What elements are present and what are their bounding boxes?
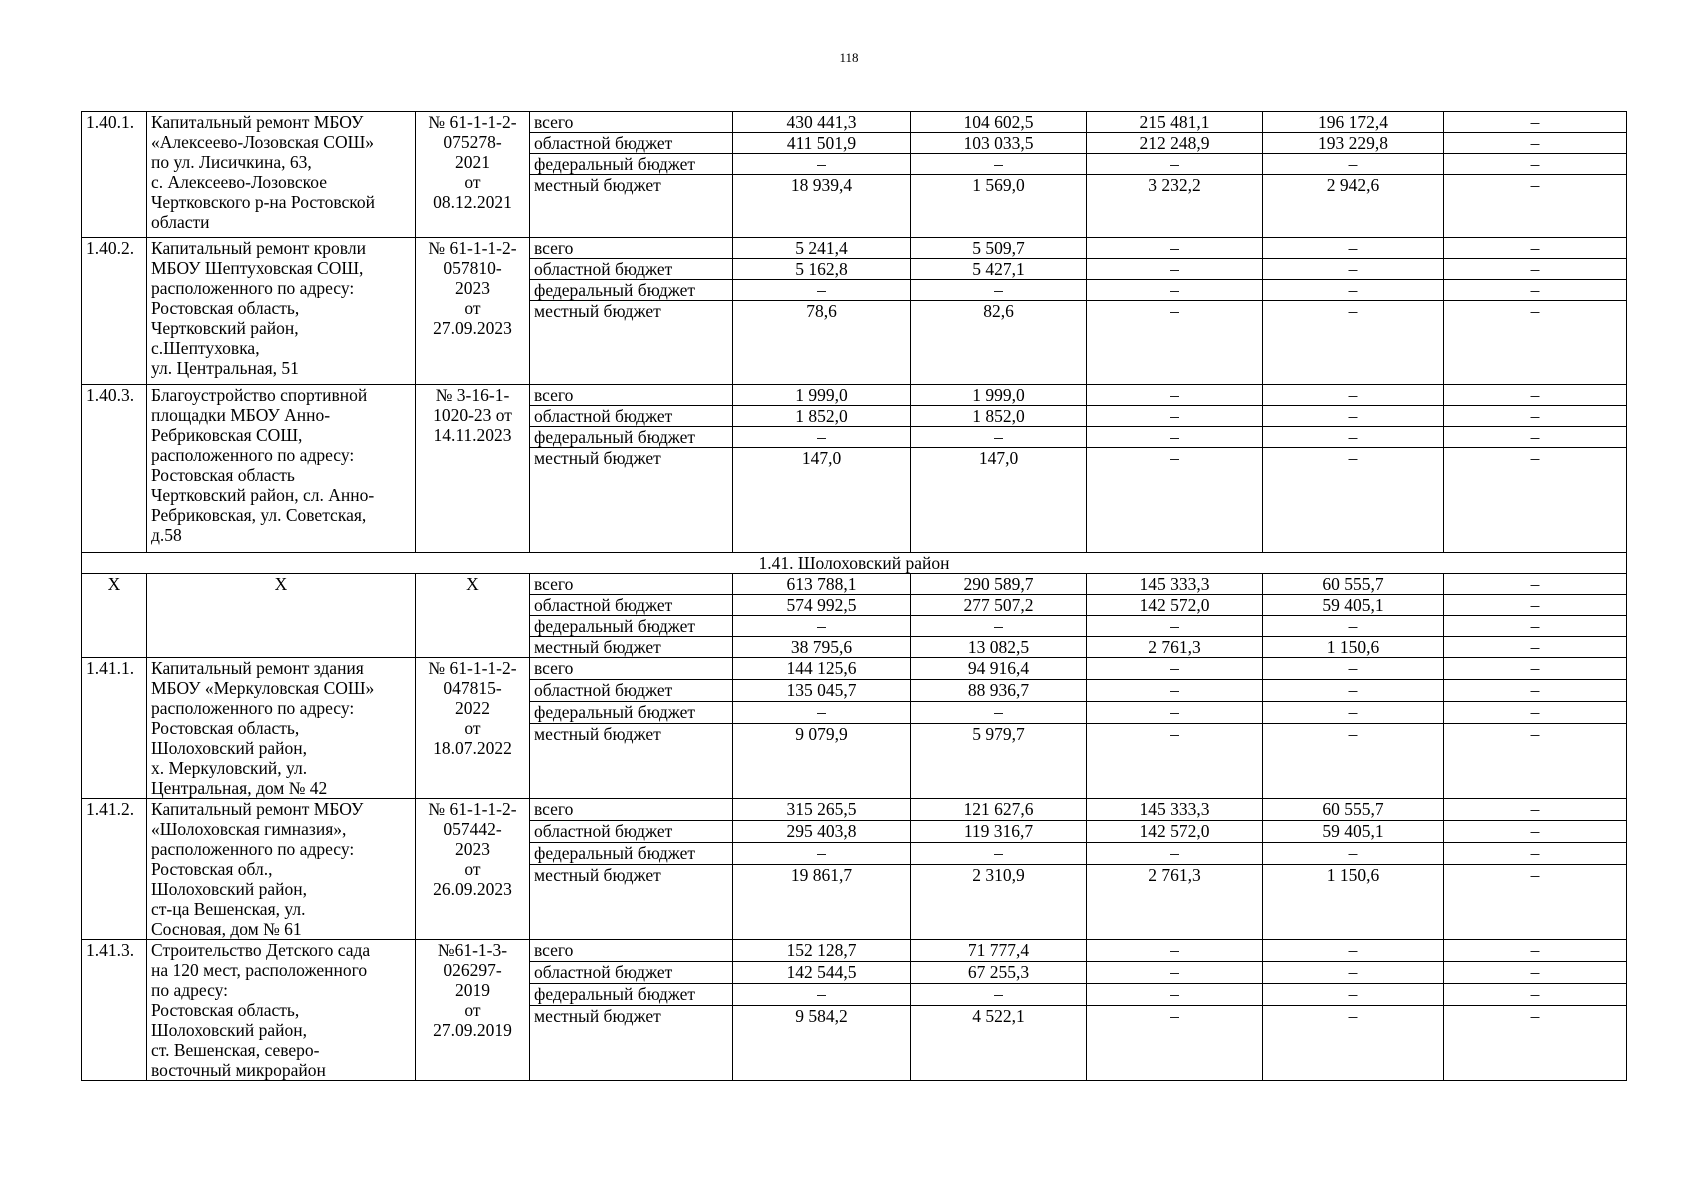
table-row [82, 799, 1627, 821]
project-name-line: Чертковский район, сл. Анно- [151, 485, 375, 505]
amount-cell: 67 255,3 [911, 961, 1087, 983]
amount-cell: 2 942,6 [1263, 175, 1444, 238]
amount-cell: 5 979,7 [911, 723, 1087, 798]
expertise-doc-line: № 61-1-1-2- [428, 658, 517, 678]
amount-cell: 60 555,7 [1263, 574, 1444, 595]
project-name-line: расположенного по адресу: [151, 445, 355, 465]
amount-cell: 144 125,6 [733, 658, 911, 680]
amount-cell: – [1263, 961, 1444, 983]
amount-cell: – [1263, 301, 1444, 385]
item-number: 1.41.1. [82, 658, 147, 799]
amount-cell: 1 150,6 [1263, 637, 1444, 658]
project-name-line: Шолоховский район, [151, 879, 307, 899]
funding-source: федеральный бюджет [530, 842, 733, 864]
amount-cell: 1 999,0 [733, 385, 911, 406]
funding-source: областной бюджет [530, 820, 733, 842]
amount-cell: 147,0 [733, 448, 911, 553]
project-name-line: Ростовская область, [151, 718, 300, 738]
amount-cell: – [733, 842, 911, 864]
amount-cell: 1 852,0 [733, 406, 911, 427]
amount-cell: – [1444, 679, 1627, 701]
funding-source: всего [530, 658, 733, 680]
project-name-line: расположенного по адресу: [151, 278, 355, 298]
amount-cell: – [1087, 723, 1263, 798]
expertise-doc-line: №61-1-3- [437, 940, 508, 960]
amount-cell: – [1263, 385, 1444, 406]
amount-cell: – [1263, 280, 1444, 301]
funding-source: местный бюджет [530, 175, 733, 238]
amount-cell: 613 788,1 [733, 574, 911, 595]
project-name-line: Капитальный ремонт здания [151, 658, 364, 678]
amount-cell: 5 427,1 [911, 259, 1087, 280]
amount-cell: – [1263, 406, 1444, 427]
funding-source: местный бюджет [530, 864, 733, 939]
table-body [82, 112, 1627, 1081]
project-name-line: области [151, 212, 210, 232]
budget-table [81, 111, 1627, 1081]
table-row [82, 940, 1627, 962]
amount-cell: 574 992,5 [733, 595, 911, 616]
project-name-line: ст-ца Вешенская, ул. [151, 899, 306, 919]
amount-cell: 145 333,3 [1087, 799, 1263, 821]
amount-cell: – [911, 154, 1087, 175]
table-row [82, 574, 1627, 595]
project-name-line: по адресу: [151, 980, 229, 1000]
section-title: 1.41. Шолоховский район [82, 553, 1627, 574]
amount-cell: – [1087, 842, 1263, 864]
amount-cell: – [733, 154, 911, 175]
funding-source: местный бюджет [530, 301, 733, 385]
amount-cell: – [1263, 658, 1444, 680]
amount-cell: 88 936,7 [911, 679, 1087, 701]
amount-cell: 4 522,1 [911, 1005, 1087, 1080]
amount-cell: – [1263, 448, 1444, 553]
amount-cell: – [1444, 616, 1627, 637]
amount-cell: 121 627,6 [911, 799, 1087, 821]
table-row [82, 238, 1627, 259]
section-header-row [82, 553, 1627, 574]
expertise-doc-line: № 61-1-1-2- [428, 112, 517, 132]
item-number: 1.40.1. [82, 112, 147, 238]
amount-cell: 142 572,0 [1087, 820, 1263, 842]
amount-cell: – [1263, 940, 1444, 962]
amount-cell: 2 761,3 [1087, 864, 1263, 939]
amount-cell: 94 916,4 [911, 658, 1087, 680]
amount-cell: – [1444, 595, 1627, 616]
amount-cell: – [1087, 154, 1263, 175]
amount-cell: – [1263, 679, 1444, 701]
amount-cell: 9 079,9 [733, 723, 911, 798]
funding-source: всего [530, 238, 733, 259]
amount-cell: – [1087, 448, 1263, 553]
amount-cell: – [1444, 637, 1627, 658]
funding-source: всего [530, 574, 733, 595]
project-name-line: Ростовская область, [151, 1000, 300, 1020]
amount-cell: 3 232,2 [1087, 175, 1263, 238]
expertise-doc-line: 057442- [443, 819, 502, 839]
amount-cell: – [911, 616, 1087, 637]
expertise-doc-line: № 61-1-1-2- [428, 799, 517, 819]
expertise-doc-line: 27.09.2023 [433, 318, 512, 338]
amount-cell: – [1444, 820, 1627, 842]
amount-cell: – [911, 842, 1087, 864]
amount-cell: – [911, 427, 1087, 448]
project-name-line: ул. Центральная, 51 [151, 358, 299, 378]
project-name [147, 799, 416, 940]
amount-cell: 9 584,2 [733, 1005, 911, 1080]
amount-cell: – [911, 983, 1087, 1005]
amount-cell: – [911, 280, 1087, 301]
section-total-project: Х [147, 574, 416, 658]
funding-source: всего [530, 940, 733, 962]
project-name-line: Строительство Детского сада [151, 940, 371, 960]
amount-cell: 1 569,0 [911, 175, 1087, 238]
amount-cell: 59 405,1 [1263, 820, 1444, 842]
amount-cell: – [1444, 448, 1627, 553]
amount-cell: – [1263, 842, 1444, 864]
amount-cell: – [1444, 259, 1627, 280]
funding-source: всего [530, 385, 733, 406]
expertise-doc-line: 26.09.2023 [433, 879, 512, 899]
amount-cell: 152 128,7 [733, 940, 911, 962]
expertise-doc-line: от [464, 1000, 481, 1020]
amount-cell: 1 150,6 [1263, 864, 1444, 939]
project-name [147, 658, 416, 799]
amount-cell: – [1444, 723, 1627, 798]
funding-source: федеральный бюджет [530, 983, 733, 1005]
expertise-doc-line: 2019 [455, 980, 490, 1000]
project-name-line: Благоустройство спортивной [151, 385, 368, 405]
project-name-line: расположенного по адресу: [151, 698, 355, 718]
project-name-line: Чертковского р-на Ростовской [151, 192, 375, 212]
table-row [82, 385, 1627, 406]
amount-cell: 142 572,0 [1087, 595, 1263, 616]
amount-cell: 1 852,0 [911, 406, 1087, 427]
expertise-doc-line: 18.07.2022 [433, 738, 512, 758]
amount-cell: 5 162,8 [733, 259, 911, 280]
funding-source: федеральный бюджет [530, 701, 733, 723]
funding-source: областной бюджет [530, 595, 733, 616]
project-name-line: площадки МБОУ Анно- [151, 405, 331, 425]
amount-cell: 104 602,5 [911, 112, 1087, 133]
amount-cell: – [733, 427, 911, 448]
expertise-doc-line: 075278- [443, 132, 502, 152]
amount-cell: – [1263, 238, 1444, 259]
amount-cell: 290 589,7 [911, 574, 1087, 595]
section-total-doc: Х [416, 574, 530, 658]
amount-cell: – [1444, 133, 1627, 154]
amount-cell: 13 082,5 [911, 637, 1087, 658]
table-row [82, 112, 1627, 133]
funding-source: федеральный бюджет [530, 154, 733, 175]
amount-cell: 60 555,7 [1263, 799, 1444, 821]
project-name-line: на 120 мест, расположенного [151, 960, 368, 980]
amount-cell: 193 229,8 [1263, 133, 1444, 154]
project-name-line: с.Шептуховка, [151, 338, 260, 358]
amount-cell: – [1263, 154, 1444, 175]
amount-cell: – [1263, 1005, 1444, 1080]
item-number: 1.41.3. [82, 940, 147, 1081]
expertise-doc-line: 057810- [443, 258, 502, 278]
project-name [147, 238, 416, 385]
amount-cell: 212 248,9 [1087, 133, 1263, 154]
funding-source: местный бюджет [530, 1005, 733, 1080]
amount-cell: 19 861,7 [733, 864, 911, 939]
project-name [147, 112, 416, 238]
amount-cell: – [1087, 259, 1263, 280]
funding-source: областной бюджет [530, 259, 733, 280]
amount-cell: – [1087, 385, 1263, 406]
amount-cell: – [1087, 427, 1263, 448]
amount-cell: 430 441,3 [733, 112, 911, 133]
amount-cell: – [1263, 427, 1444, 448]
amount-cell: 5 509,7 [911, 238, 1087, 259]
amount-cell: – [1263, 983, 1444, 1005]
amount-cell: – [1444, 799, 1627, 821]
expertise-doc-line: № 3-16-1- [435, 385, 510, 405]
amount-cell: – [1444, 864, 1627, 939]
expertise-doc-line: № 61-1-1-2- [428, 238, 517, 258]
amount-cell: 59 405,1 [1263, 595, 1444, 616]
project-name-line: «Алексеево-Лозовская СОШ» [151, 132, 375, 152]
expertise-doc-line: 14.11.2023 [433, 425, 512, 445]
project-name-line: Центральная, дом № 42 [151, 778, 328, 798]
expertise-doc [416, 940, 530, 1081]
expertise-doc [416, 238, 530, 385]
project-name-line: х. Меркуловский, ул. [151, 758, 308, 778]
amount-cell: 145 333,3 [1087, 574, 1263, 595]
project-name-line: Ростовская область [151, 465, 295, 485]
amount-cell: – [1087, 1005, 1263, 1080]
amount-cell: 135 045,7 [733, 679, 911, 701]
expertise-doc-line: 08.12.2021 [433, 192, 512, 212]
expertise-doc-line: 2021 [455, 152, 490, 172]
amount-cell: – [1444, 1005, 1627, 1080]
project-name-line: Шолоховский район, [151, 738, 307, 758]
funding-source: федеральный бюджет [530, 427, 733, 448]
amount-cell: 103 033,5 [911, 133, 1087, 154]
amount-cell: – [1087, 679, 1263, 701]
project-name-line: «Шолоховская гимназия», [151, 819, 347, 839]
amount-cell: – [1444, 961, 1627, 983]
amount-cell: 1 999,0 [911, 385, 1087, 406]
amount-cell: – [1444, 574, 1627, 595]
project-name-line: Ребриковская, ул. Советская, [151, 505, 367, 525]
amount-cell: – [1444, 701, 1627, 723]
amount-cell: – [1087, 280, 1263, 301]
amount-cell: – [1444, 280, 1627, 301]
amount-cell: – [1087, 616, 1263, 637]
amount-cell: – [733, 983, 911, 1005]
expertise-doc-line: 1020-23 от [433, 405, 512, 425]
funding-source: местный бюджет [530, 723, 733, 798]
amount-cell: – [1444, 427, 1627, 448]
expertise-doc-line: от [464, 172, 481, 192]
amount-cell: 295 403,8 [733, 820, 911, 842]
expertise-doc [416, 112, 530, 238]
amount-cell: – [1444, 406, 1627, 427]
amount-cell: – [1444, 112, 1627, 133]
amount-cell: – [1444, 154, 1627, 175]
amount-cell: – [1444, 658, 1627, 680]
amount-cell: 119 316,7 [911, 820, 1087, 842]
project-name-line: расположенного по адресу: [151, 839, 355, 859]
amount-cell: 2 761,3 [1087, 637, 1263, 658]
amount-cell: – [1444, 940, 1627, 962]
amount-cell: 18 939,4 [733, 175, 911, 238]
funding-source: местный бюджет [530, 637, 733, 658]
amount-cell: 315 265,5 [733, 799, 911, 821]
amount-cell: – [911, 701, 1087, 723]
amount-cell: – [1444, 301, 1627, 385]
expertise-doc-line: 047815- [443, 678, 502, 698]
project-name-line: Капитальный ремонт МБОУ [151, 112, 364, 132]
expertise-doc-line: от [464, 718, 481, 738]
amount-cell: – [1263, 701, 1444, 723]
funding-source: областной бюджет [530, 133, 733, 154]
amount-cell: 215 481,1 [1087, 112, 1263, 133]
funding-source: всего [530, 112, 733, 133]
project-name-line: Чертковский район, [151, 318, 299, 338]
funding-source: местный бюджет [530, 448, 733, 553]
funding-source: федеральный бюджет [530, 280, 733, 301]
amount-cell: – [733, 701, 911, 723]
amount-cell: – [1087, 701, 1263, 723]
amount-cell: – [1087, 961, 1263, 983]
funding-source: областной бюджет [530, 679, 733, 701]
page-number: 118 [839, 50, 859, 65]
funding-source: областной бюджет [530, 406, 733, 427]
amount-cell: – [1444, 175, 1627, 238]
amount-cell: 147,0 [911, 448, 1087, 553]
funding-source: федеральный бюджет [530, 616, 733, 637]
amount-cell: 411 501,9 [733, 133, 911, 154]
amount-cell: 142 544,5 [733, 961, 911, 983]
project-name-line: Капитальный ремонт кровли [151, 238, 366, 258]
project-name-line: Ростовская область, [151, 298, 300, 318]
amount-cell: – [733, 280, 911, 301]
expertise-doc-line: 026297- [443, 960, 502, 980]
expertise-doc-line: от [464, 298, 481, 318]
amount-cell: 71 777,4 [911, 940, 1087, 962]
project-name-line: Сосновая, дом № 61 [151, 919, 302, 939]
funding-source: областной бюджет [530, 961, 733, 983]
project-name-line: Ростовская обл., [151, 859, 273, 879]
project-name-line: восточный микрорайон [151, 1060, 326, 1080]
amount-cell: – [1087, 406, 1263, 427]
item-number: 1.40.2. [82, 238, 147, 385]
table-row [82, 658, 1627, 680]
amount-cell: 277 507,2 [911, 595, 1087, 616]
amount-cell: – [1087, 940, 1263, 962]
project-name-line: ст. Вешенская, северо- [151, 1040, 320, 1060]
project-name-line: Шолоховский район, [151, 1020, 307, 1040]
expertise-doc-line: 2023 [455, 839, 490, 859]
section-total-num: Х [82, 574, 147, 658]
amount-cell: – [1263, 259, 1444, 280]
project-name-line: д.58 [151, 525, 182, 545]
amount-cell: 78,6 [733, 301, 911, 385]
amount-cell: – [1444, 983, 1627, 1005]
amount-cell: 196 172,4 [1263, 112, 1444, 133]
expertise-doc-line: 2023 [455, 278, 490, 298]
project-name [147, 940, 416, 1081]
amount-cell: – [1263, 723, 1444, 798]
amount-cell: – [1263, 616, 1444, 637]
amount-cell: – [1087, 238, 1263, 259]
amount-cell: – [1444, 385, 1627, 406]
expertise-doc [416, 385, 530, 553]
funding-source: всего [530, 799, 733, 821]
expertise-doc [416, 658, 530, 799]
amount-cell: – [1444, 238, 1627, 259]
amount-cell: – [1087, 301, 1263, 385]
amount-cell: – [733, 616, 911, 637]
amount-cell: 5 241,4 [733, 238, 911, 259]
expertise-doc-line: от [464, 859, 481, 879]
expertise-doc [416, 799, 530, 940]
amount-cell: 2 310,9 [911, 864, 1087, 939]
item-number: 1.41.2. [82, 799, 147, 940]
amount-cell: 82,6 [911, 301, 1087, 385]
project-name-line: с. Алексеево-Лозовское [151, 172, 327, 192]
amount-cell: – [1087, 658, 1263, 680]
project-name-line: МБОУ Шептуховская СОШ, [151, 258, 364, 278]
project-name-line: по ул. Лисичкина, 63, [151, 152, 312, 172]
project-name [147, 385, 416, 553]
amount-cell: – [1444, 842, 1627, 864]
expertise-doc-line: 27.09.2019 [433, 1020, 512, 1040]
project-name-line: МБОУ «Меркуловская СОШ» [151, 678, 375, 698]
item-number: 1.40.3. [82, 385, 147, 553]
project-name-line: Капитальный ремонт МБОУ [151, 799, 364, 819]
project-name-line: Ребриковская СОШ, [151, 425, 303, 445]
amount-cell: 38 795,6 [733, 637, 911, 658]
amount-cell: – [1087, 983, 1263, 1005]
expertise-doc-line: 2022 [455, 698, 490, 718]
